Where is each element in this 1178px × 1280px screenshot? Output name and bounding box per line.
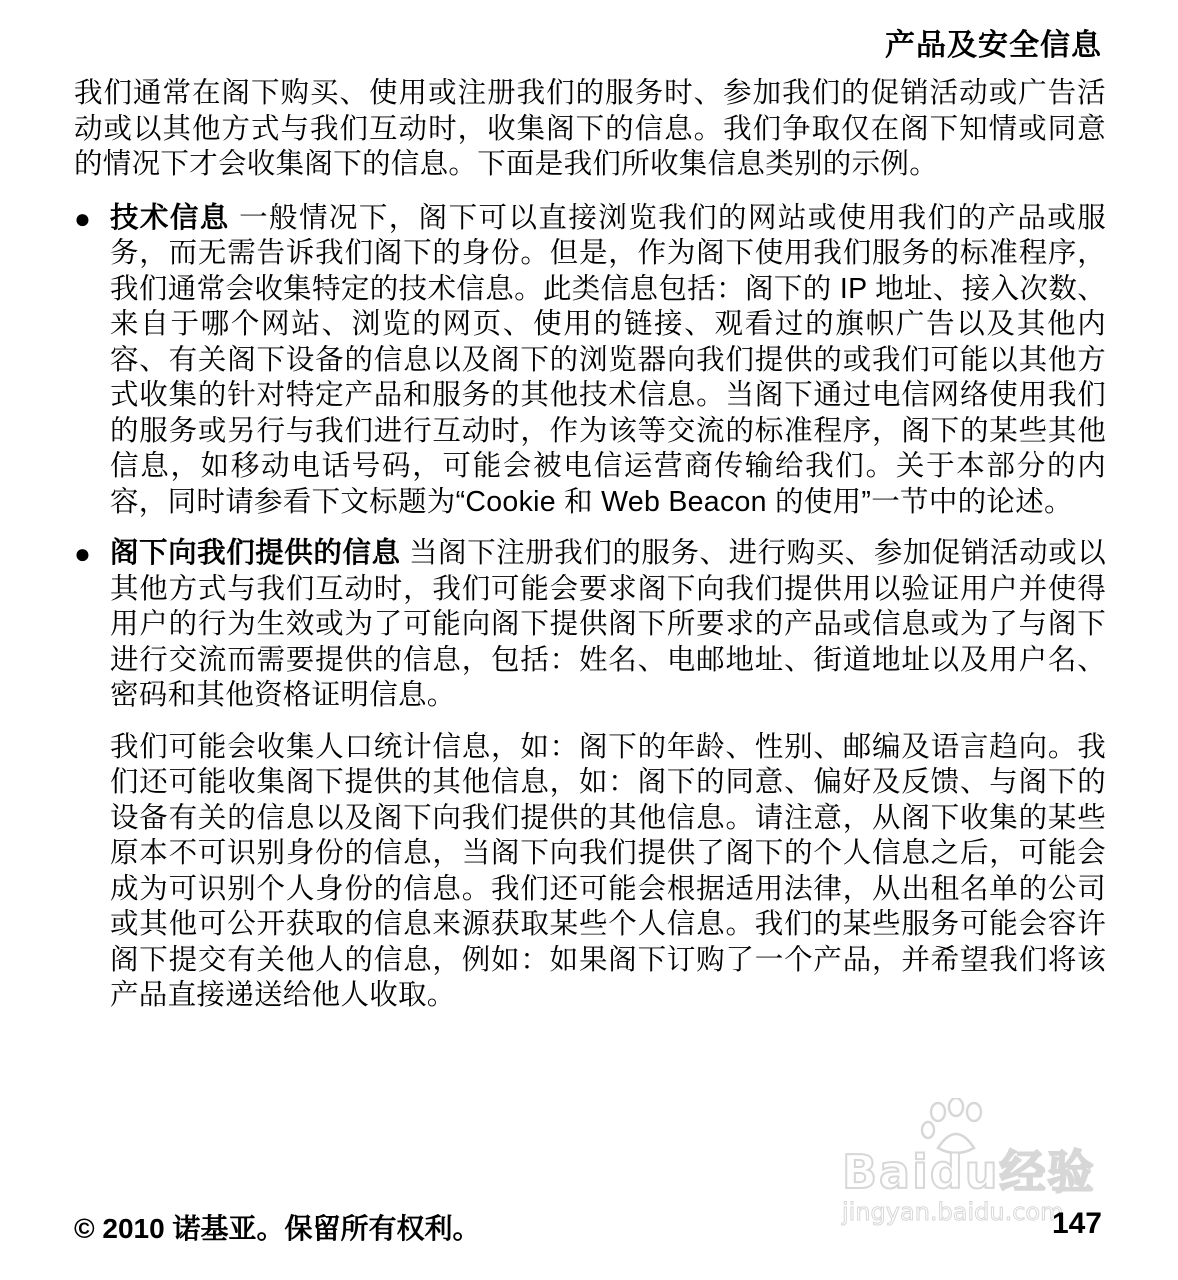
item-heading: 阁下向我们提供的信息 [110,537,401,569]
document-body [74,76,1106,1030]
item-text: 当阁下注册我们的服务、进行购买、参加促销活动或以其他方式与我们互动时，我们可能会要求阁下向我们提供用以验证用户并使得用户的行为生效或为了可能向阁下提供阁下所要求的产品或信息或为了与阁下进行交流而需要提供的信息，包括：姓名、电邮地址、街道地址以及用户名、密码和其他资格证明信息。 [110,537,1106,711]
page-number: 147 [1051,1207,1102,1240]
list-item-technical-info [74,201,1106,521]
bullet-icon: ● [74,538,92,569]
page-header-title: 产品及安全信息 [885,29,1102,62]
info-category-list [74,201,1106,1014]
intro-paragraph: 我们通常在阁下购买、使用或注册我们的服务时、参加我们的促销活动或广告活动或以其他方式与我们互动时，收集阁下的信息。我们争取仅在阁下知情或同意的情况下才会收集阁下的信息。下面是我们所收集信息类别的示例。 [74,77,1106,180]
watermark-brand: Baidu经验 [842,1145,1096,1199]
watermark-url: jingyan.baidu.com [842,1198,1064,1226]
list-item-provided-info [74,536,1106,1014]
footer-copyright: © 2010 诺基亚。保留所有权利。 [74,1213,481,1244]
item-sub-paragraph: 我们可能会收集人口统计信息，如：阁下的年龄、性别、邮编及语言趋向。我们还可能收集阁下提供的其他信息，如：阁下的同意、偏好及反馈、与阁下的设备有关的信息以及阁下向我们提供的其他信息。请注意，从阁下收集的某些原本不可识别身份的信息，当阁下向我们提供了阁下的个人信息之后，可能会成为可识别个人身份的信息。我们还可能会根据适用法律，从出租名单的公司或其他可公开获取的信息来源获取某些个人信息。我们的某些服务可能会容许阁下提交有关他人的信息，例如：如果阁下订购了一个产品，并希望我们将该产品直接递送给他人收取。 [110,730,1106,1011]
item-text: 一般情况下，阁下可以直接浏览我们的网站或使用我们的产品或服务，而无需告诉我们阁下的身份。但是，作为阁下使用我们服务的标准程序，我们通常会收集特定的技术信息。此类信息包括：阁下的 IP 地址、接入次数、来自于哪个网站、浏览的网页、使用的链接、观看过的旗帜广告以及其他内容、有关阁下设备的信息以及阁下的浏览器向我们提供的或我们可能以其他方式收集的针对特定产品和服务的其他技术信息。当阁下通过电信网络使用我们的服务或另行与我们进行互动时，作为该等交流的标准程序，阁下的某些其他信息，如移动电话号码，可能会被电信运营商传输给我们。关于本部分的内容，同时请参看下文标题为“Cookie 和 Web Beacon 的使用”一节中的论述。 [110,201,1106,518]
item-heading: 技术信息 [110,201,230,234]
bullet-icon: ● [74,202,92,234]
